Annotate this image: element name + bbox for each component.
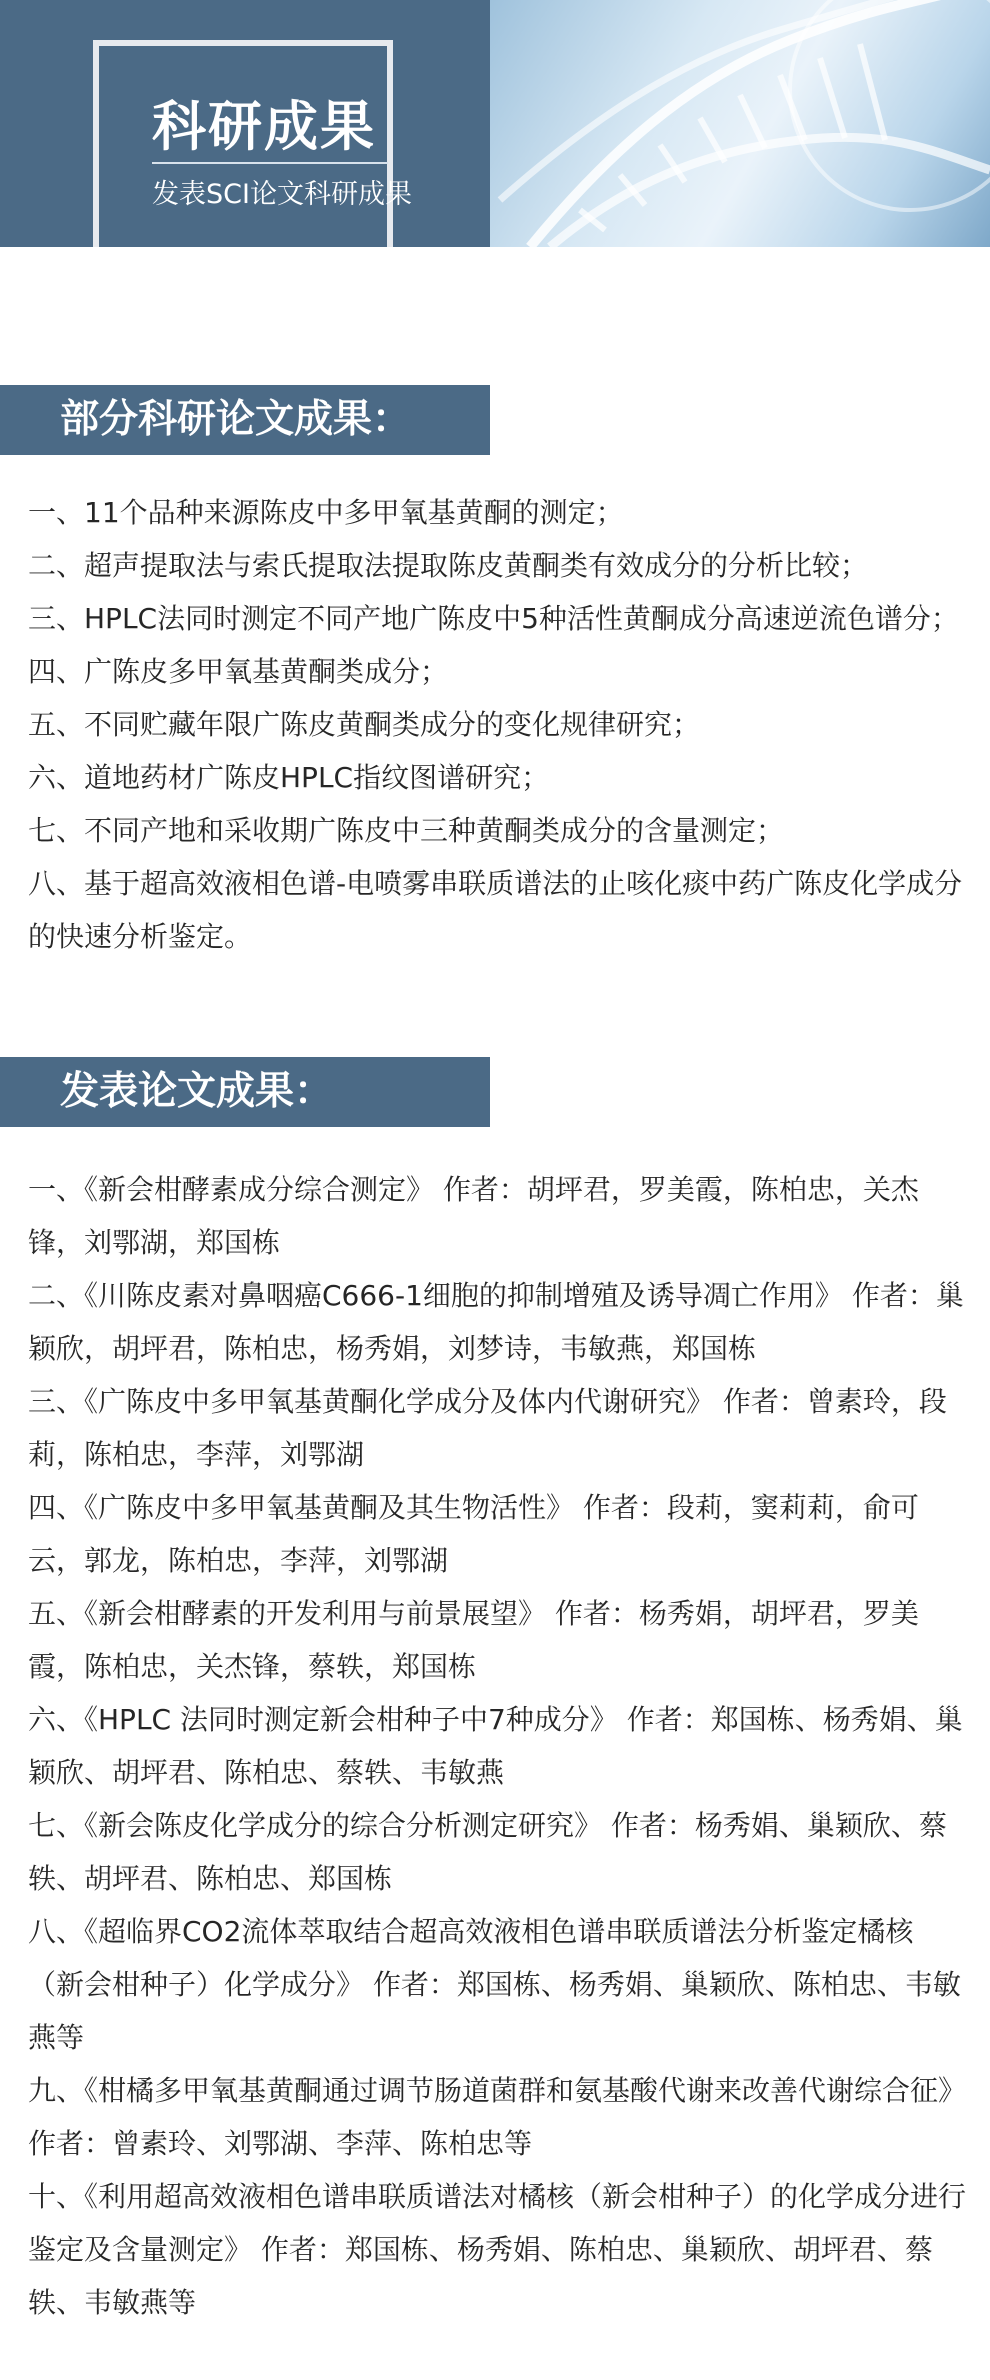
- list-item: 五、《新会柑酵素的开发利用与前景展望》 作者：杨秀娟，胡坪君，罗美霞，陈柏忠，关杰锋，蔡轶，郑国栋: [28, 1597, 919, 1683]
- list-item: 二、超声提取法与索氏提取法提取陈皮黄酮类有效成分的分析比较；: [28, 549, 869, 582]
- papers-list: [28, 1163, 968, 2329]
- section-heading-papers: 发表论文成果：: [0, 1057, 490, 1127]
- list-item: 六、《HPLC 法同时测定新会柑种子中7种成分》 作者：郑国栋、杨秀娟、巢颖欣、胡坪君、陈柏忠、蔡轶、韦敏燕: [28, 1703, 963, 1789]
- research-list: [28, 486, 968, 963]
- page-subtitle: 发表SCI论文科研成果: [152, 179, 412, 210]
- list-item: 一、11个品种来源陈皮中多甲氧基黄酮的测定；: [28, 496, 624, 529]
- list-item: 九、《柑橘多甲氧基黄酮通过调节肠道菌群和氨基酸代谢来改善代谢综合征》 作者：曾素玲、刘鄂湖、李萍、陈柏忠等: [28, 2074, 967, 2160]
- list-item: 八、基于超高效液相色谱-电喷雾串联质谱法的止咳化痰中药广陈皮化学成分的快速分析鉴定。: [28, 867, 963, 953]
- list-item: 八、《超临界CO2流体萃取结合超高效液相色谱串联质谱法分析鉴定橘核（新会柑种子）化学成分》 作者：郑国栋、杨秀娟、巢颖欣、陈柏忠、韦敏燕等: [28, 1915, 961, 2054]
- title-divider: [152, 162, 388, 164]
- list-item: 一、《新会柑酵素成分综合测定》 作者：胡坪君，罗美霞，陈柏忠，关杰锋，刘鄂湖，郑国栋: [28, 1173, 919, 1259]
- list-item: 六、道地药材广陈皮HPLC指纹图谱研究；: [28, 761, 550, 794]
- list-item: 二、《川陈皮素对鼻咽癌C666-1细胞的抑制增殖及诱导凋亡作用》 作者：巢颖欣，胡坪君，陈柏忠，杨秀娟，刘梦诗，韦敏燕，郑国栋: [28, 1279, 964, 1365]
- dna-helix-image: [490, 0, 990, 247]
- hero-banner: [0, 0, 990, 247]
- section-heading-research: 部分科研论文成果：: [0, 385, 490, 455]
- list-item: 七、《新会陈皮化学成分的综合分析测定研究》 作者：杨秀娟、巢颖欣、蔡轶、胡坪君、陈柏忠、郑国栋: [28, 1809, 947, 1895]
- list-item: 三、《广陈皮中多甲氧基黄酮化学成分及体内代谢研究》 作者：曾素玲，段莉，陈柏忠，李萍，刘鄂湖: [28, 1385, 947, 1471]
- list-item: 四、广陈皮多甲氧基黄酮类成分；: [28, 655, 449, 688]
- list-item: 三、HPLC法同时测定不同产地广陈皮中5种活性黄酮成分高速逆流色谱分；: [28, 602, 959, 635]
- list-item: 四、《广陈皮中多甲氧基黄酮及其生物活性》 作者：段莉，窦莉莉，俞可云，郭龙，陈柏忠，李萍，刘鄂湖: [28, 1491, 919, 1577]
- page-title: 科研成果: [152, 95, 376, 158]
- list-item: 十、《利用超高效液相色谱串联质谱法对橘核（新会柑种子）的化学成分进行鉴定及含量测定》 作者：郑国栋、杨秀娟、陈柏忠、巢颖欣、胡坪君、蔡轶、韦敏燕等: [28, 2180, 967, 2319]
- list-item: 七、不同产地和采收期广陈皮中三种黄酮类成分的含量测定；: [28, 814, 785, 847]
- list-item: 五、不同贮藏年限广陈皮黄酮类成分的变化规律研究；: [28, 708, 701, 741]
